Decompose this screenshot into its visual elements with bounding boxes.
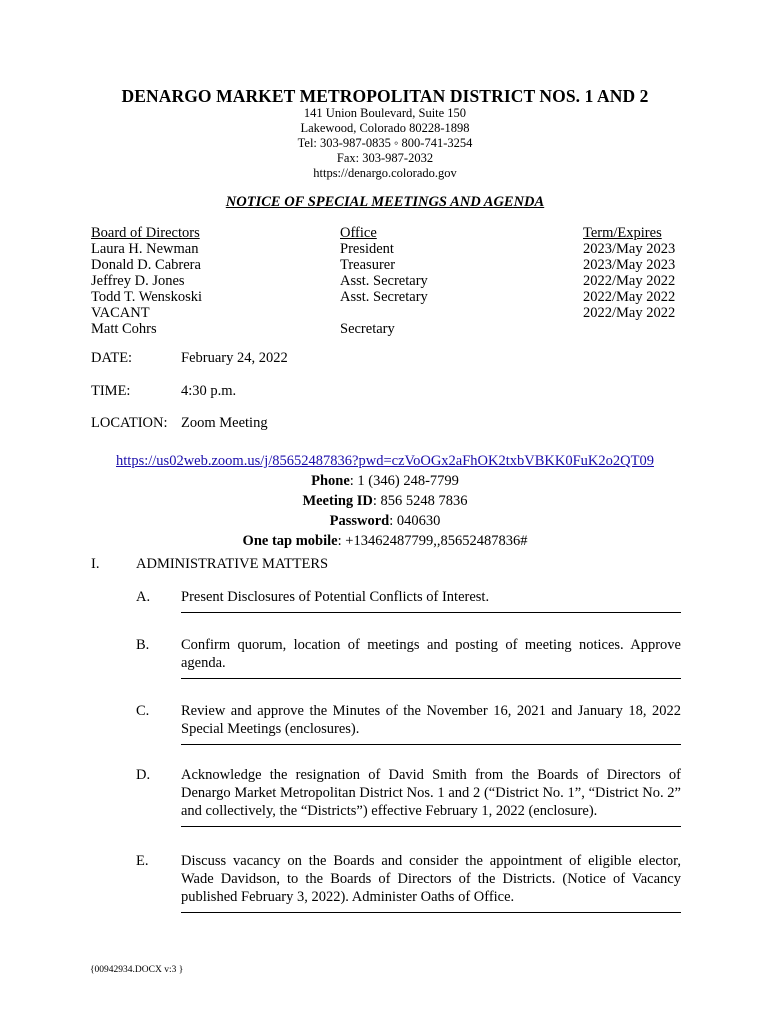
phone-line: Tel: 303-987-0835 ◦ 800-741-3254 xyxy=(297,136,473,150)
password-value: : 040630 xyxy=(389,513,441,529)
meeting-id-row xyxy=(0,491,770,511)
address-block xyxy=(0,106,770,181)
zoom-details xyxy=(0,451,770,551)
item-text: Present Disclosures of Potential Conflicts of Interest. xyxy=(181,589,490,605)
date-value: February 24, 2022 xyxy=(181,350,288,366)
website-line: https://denargo.colorado.gov xyxy=(313,166,457,180)
item-letter: C. xyxy=(136,703,150,719)
phone-row xyxy=(0,471,770,491)
member-term: 2023/May 2023 xyxy=(583,257,676,273)
member-office xyxy=(340,305,428,321)
member-name: Laura H. Newman xyxy=(91,241,199,257)
meeting-id-label: Meeting ID xyxy=(302,493,373,509)
item-rule xyxy=(181,826,681,827)
member-name: Matt Cohrs xyxy=(91,321,157,337)
agenda-item xyxy=(136,766,681,827)
member-term xyxy=(583,321,675,337)
member-office: Secretary xyxy=(340,321,395,337)
board-header-name: Board of Directors xyxy=(91,225,200,241)
board-names-column xyxy=(91,225,202,337)
item-rule xyxy=(181,612,681,613)
time-label: TIME: xyxy=(91,383,131,399)
location-row xyxy=(91,415,268,432)
address-line: Lakewood, Colorado 80228-1898 xyxy=(300,121,470,135)
phone-label: Phone xyxy=(311,473,350,489)
item-letter: B. xyxy=(136,637,150,653)
member-office: Asst. Secretary xyxy=(340,273,428,289)
address-line: 141 Union Boulevard, Suite 150 xyxy=(303,106,467,120)
one-tap-row xyxy=(0,531,770,551)
agenda-item xyxy=(136,636,681,679)
location-value: Zoom Meeting xyxy=(181,415,268,431)
item-text: Discuss vacancy on the Boards and consider the appointment of eligible elector, Wade Davidson, to the Boards of Directors of the Districts. (Notice of Vacancy published February 3, 2022). Administer Oaths of Office. xyxy=(181,853,681,905)
member-term: 2022/May 2022 xyxy=(583,289,676,305)
member-term: 2022/May 2022 xyxy=(583,305,676,321)
item-text: Confirm quorum, location of meetings and posting of meeting notices. Approve agenda. xyxy=(181,637,681,671)
item-letter: A. xyxy=(136,589,151,605)
password-row xyxy=(0,511,770,531)
phone-value: : 1 (346) 248-7799 xyxy=(349,473,459,489)
agenda-item xyxy=(136,852,681,913)
member-term: 2023/May 2023 xyxy=(583,241,676,257)
item-rule xyxy=(181,744,681,745)
document-id-footer: {00942934.DOCX v:3 } xyxy=(90,965,184,975)
date-row xyxy=(91,350,288,367)
one-tap-value: : +13462487799,,85652487836# xyxy=(337,533,528,549)
member-name: Jeffrey D. Jones xyxy=(91,273,185,289)
member-office: President xyxy=(340,241,394,257)
time-row xyxy=(91,383,236,400)
item-text: Acknowledge the resignation of David Smith from the Boards of Directors of Denargo Market Metropolitan District Nos. 1 and 2 (“District No. 1”, “District No. 2” and collectively, the “Districts”) effective February 1, 2022 (enclosure). xyxy=(181,767,681,819)
date-label: DATE: xyxy=(91,350,133,366)
fax-line: Fax: 303-987-2032 xyxy=(336,151,434,165)
zoom-link[interactable]: https://us02web.zoom.us/j/85652487836?pwd=czVoOGx2aFhOK2txbVBKK0FuK2o2QT09 xyxy=(116,453,654,469)
item-text: Review and approve the Minutes of the November 16, 2021 and January 18, 2022 Special Meetings (enclosures). xyxy=(181,703,681,737)
member-term: 2022/May 2022 xyxy=(583,273,676,289)
member-office: Asst. Secretary xyxy=(340,289,428,305)
member-name: Donald D. Cabrera xyxy=(91,257,201,273)
notice-title: NOTICE OF SPECIAL MEETINGS AND AGENDA xyxy=(225,194,545,210)
member-office: Treasurer xyxy=(340,257,396,273)
time-value: 4:30 p.m. xyxy=(181,383,237,399)
meeting-id-value: : 856 5248 7836 xyxy=(372,493,468,509)
agenda-item xyxy=(136,702,681,745)
item-letter: E. xyxy=(136,853,149,869)
agenda-item xyxy=(136,588,681,613)
board-header-office: Office xyxy=(340,225,377,241)
item-rule xyxy=(181,678,681,679)
section-title: ADMINISTRATIVE MATTERS xyxy=(136,556,329,572)
item-rule xyxy=(181,912,681,913)
section-number: I. xyxy=(91,556,100,572)
board-term-column xyxy=(583,225,675,337)
location-label: LOCATION: xyxy=(91,415,168,431)
board-header-term: Term/Expires xyxy=(583,225,662,241)
board-office-column xyxy=(340,225,428,337)
member-name: Todd T. Wenskoski xyxy=(91,289,203,305)
one-tap-label: One tap mobile xyxy=(242,533,338,549)
district-title: DENARGO MARKET METROPOLITAN DISTRICT NOS. 1 AND 2 xyxy=(121,86,649,106)
member-name: VACANT xyxy=(91,305,150,321)
item-letter: D. xyxy=(136,767,151,783)
password-label: Password xyxy=(329,513,390,529)
